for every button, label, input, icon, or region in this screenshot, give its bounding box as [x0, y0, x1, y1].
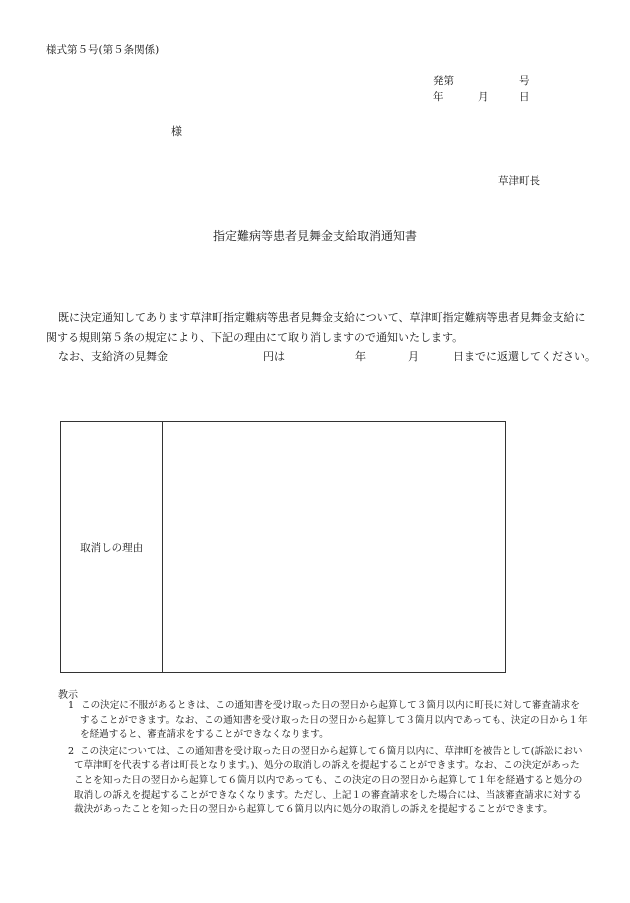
issue-number-label: 発第: [433, 75, 454, 87]
refund-month: 月: [408, 350, 419, 363]
date-year: 年: [433, 91, 444, 103]
note-number-1: 1: [68, 700, 75, 711]
body-line-2: 関する規則第５条の規定により、下記の理由にて取り消しますので通知いたします。: [46, 331, 464, 344]
reason-label: 取消しの理由: [61, 422, 163, 673]
notes-list: [58, 699, 588, 820]
notes-heading: 教示: [58, 690, 78, 701]
addressee: 様: [171, 125, 182, 138]
note-text-2-content: この決定については、この通知書を受け取った日の翌日から起算して６箇月以内に、草津町を被告として(訴訟において草津町を代表する者は町長となります。)、処分の取消しの訴えを提起することができます。なお、この決定があったことを知った日の翌日から起算して６箇月以内であっても、この決定の日の翌日から起算して１年を経過すると処分の取消しの訴えを提起することができなくなります。ただし、上記１の審査請求をした場合には、当該審査請求に対する裁決があったことを知った日の翌日から起算して６箇月以内に処分の取消しの訴えを提起することができます。: [74, 745, 583, 816]
note-text-2: [58, 745, 588, 818]
document-title: 指定難病等患者見舞金支給取消通知書: [212, 229, 417, 243]
body-text: [46, 308, 586, 348]
refund-year: 年: [355, 350, 366, 363]
refund-suffix: 日までに返還してください。: [453, 350, 596, 363]
reason-table: [60, 421, 506, 673]
reason-row: [61, 422, 506, 673]
refund-yen: 円は: [263, 350, 285, 363]
body-line-1: 既に決定通知してあります草津町指定難病等患者見舞金支給について、草津町指定難病等患者見舞金支給に: [58, 311, 586, 324]
refund-prefix: なお、支給済の見舞金: [58, 350, 168, 363]
form-number: 様式第５号(第５条関係): [46, 44, 160, 56]
note-number-2: 2: [68, 745, 75, 757]
issue-number-suffix: 号: [519, 75, 530, 87]
issuer: 草津町長: [498, 175, 540, 187]
note-text-1: この決定に不服があるときは、この通知書を受け取った日の翌日から起算して３箇月以内に町長に対して審査請求をすることができます。なお、この通知書を受け取った日の翌日から起算して３箇月以内であっても、決定の日から１年を経過すると、審査請求をすることができなくなります。: [80, 700, 588, 741]
date-month: 月: [478, 91, 489, 103]
note-item-2: [58, 745, 588, 818]
note-item-1: [58, 699, 588, 743]
reason-content: [163, 422, 506, 673]
date-day: 日: [519, 91, 530, 103]
